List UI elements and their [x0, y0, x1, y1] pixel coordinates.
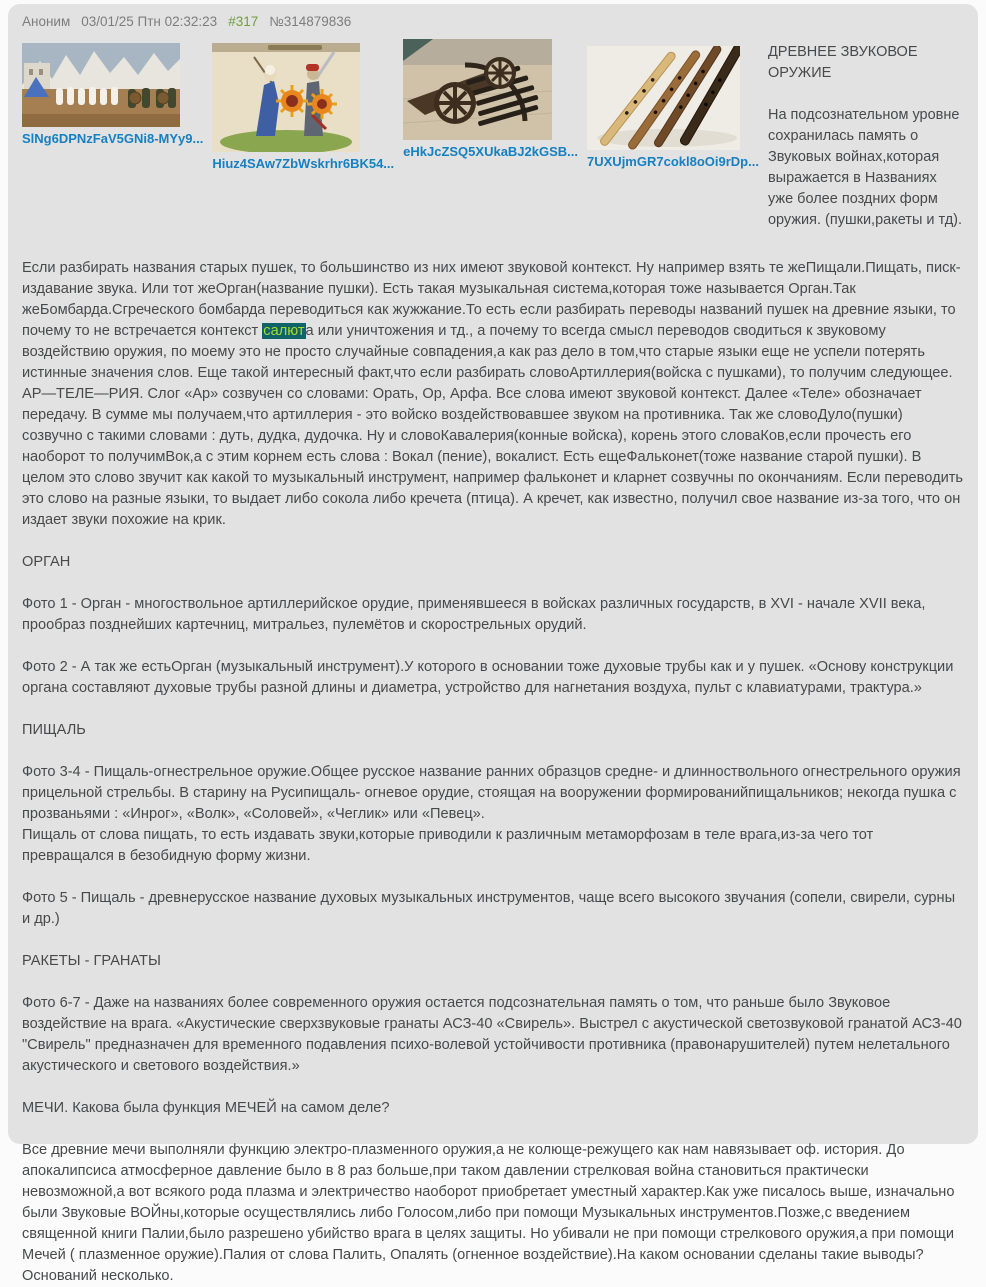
- attachment-caption: [212, 156, 394, 171]
- attachment-caption: [403, 144, 578, 159]
- highlighted-term: салют: [263, 323, 305, 339]
- paragraph-etymology: [22, 258, 964, 531]
- image-filename-link-3[interactable]: eHkJcZSQ5XUkaBJ2kGSB...: [403, 144, 579, 159]
- paragraph-etymology-before: Если разбирать названия старых пушек, то большинство из них имеют звуковой контекст. Ну например взять те жеПищали.Пищать, писк-издавание звука. Или тот жеОрган(название пушки). Есть такая музыкальная система,которая тоже называется Орган.Так жеБомбарда.Сгреческого бомбарда переводиться как жужжание.То есть если разбирать переводы названий пушек на древние языки, то почему то не встречается контекст: [22, 260, 961, 339]
- paragraph-photo34-line1: Фото 3-4 - Пищаль-огнестрельное оружие.Общее русское название ранних образцов средне- и длинноствольного огнестрельного оружия прицельной стрельбы. В старину на Русипищаль- огневое орудие, стоящая на вооружении формированийпищальников; некогда пушка с прозваньями : «Инрог», «Волк», «Соловей», «Чеглик» или «Певец».: [22, 764, 961, 822]
- attachment-1[interactable]: [22, 43, 203, 146]
- section-heading-pishchal: ПИЩАЛЬ: [22, 722, 86, 738]
- paragraph-photo5: Фото 5 - Пищаль - древнерусское название духовых музыкальных инструментов, чаще всего высокого звучания (сопели, свирели, сурны и др.): [22, 890, 956, 927]
- post-datetime: 03/01/25 Птн 02:32:23: [81, 14, 218, 29]
- post-title: ДРЕВНЕЕ ЗВУКОВОЕ ОРУЖИЕ: [767, 44, 918, 81]
- image-filename-link-1[interactable]: SlNg6DPNzFaV5GNi8-MYy9...: [22, 131, 204, 146]
- post-number-link[interactable]: №314879836: [269, 14, 352, 29]
- paragraph-photo34: [22, 762, 964, 867]
- organ-gun-thumbnail[interactable]: [403, 39, 578, 140]
- poster-name: Аноним: [22, 14, 71, 29]
- image-filename-link-2[interactable]: Hiuz4SAw7ZbWskrhr6BK54...: [212, 156, 395, 171]
- section-heading-rockets: РАКЕТЫ - ГРАНАТЫ: [22, 953, 161, 969]
- attachment-4[interactable]: [587, 46, 759, 169]
- post-body: [22, 258, 964, 1287]
- post-ordinal-link[interactable]: #317: [228, 14, 259, 29]
- post-header: [22, 14, 964, 29]
- paragraph-photo2: Фото 2 - А так же естьОрган (музыкальный инструмент).У которого в основании тоже духовые трубы как и у пушек. «Основу конструкции органа составляют духовые трубы разной длины и диаметра, устройство для нагнетания воздуха, пульт с клавиатурами, трактура.»: [22, 659, 954, 696]
- post-intro: На подсознательном уровне сохранилась память о Звуковых войнах,которая выражается в Названиях уже более поздних форм оружия. (пушки,ракеты и тд).: [767, 107, 963, 228]
- post-container: [8, 4, 978, 1284]
- attachment-caption: [22, 131, 203, 146]
- attachment-2[interactable]: [212, 43, 394, 171]
- paragraph-photo34-line2: Пищаль от слова пищать, то есть издавать звуки,которые приводили к различным метаморфозам в теле врага,из-за чего тот превращался в безобидную форму жизни.: [22, 827, 874, 864]
- attachment-3[interactable]: [403, 39, 578, 159]
- paragraph-etymology-after: а или уничтожения и тд., а почему то всегда смысл переводов сводиться к звуковому воздействию оружия, по моему это не просто случайные совпадения,а как раз дело в том,что старые языки еще не успели потерять истинные значения слов. Еще такой интересный факт,что если разбирать словоАртиллерия(войска с пушками), то получим следующее. АР—ТЕЛЕ—РИЯ. Слог «Ар» созвучен со словами: Орать, Ор, Арфа. Все слова имеют звуковой контекст. Далее «Теле» обозначает передачу. В сумме мы получаем,что артиллерия - это войско воздействовавшее звуком на противника. Так же словоДуло(пушки) созвучно с такими словами : дуть, дудка, дудочка. Ну и словоКавалерия(конные войска), корень этого словаКов,если прочесть его наоборот то получимВок,а с этим корнем есть слова : Вокал (пение), вокалист. Есть ещеФальконет(тоже название старой пушки). В целом это слово звучит как какой то музыкальный инструмент, например фальконет и кларнет созвучны по окончаниям. Если переводить это слово на разные языки, то выдает либо сокола либо кречета (птица). А кречет, как известно, получил свое название из-за того, что он издает звуки похожие на крик.: [22, 323, 964, 528]
- paragraph-photo67: Фото 6-7 - Даже на названиях более современного оружия остается подсознательная память о том, что раньше было Звуковое воздействие на врага. «Акустические сверхзвуковые гранаты АСЗ-40 «Свирель». Выстрел с акустической светозвуковой гранатой АСЗ-40 "Свирель" предназначен для временного подавления психо-волевой устойчивости противника (правонарушителей) путем нелетального акустического и светового воздействия.»: [22, 995, 962, 1074]
- image-filename-link-4[interactable]: 7UXUjmGR7cokl8oOi9rDp...: [587, 154, 759, 169]
- title-block: [768, 39, 964, 231]
- paragraph-swords-question: МЕЧИ. Какова была функция МЕЧЕЙ на самом деле?: [22, 1100, 390, 1116]
- flutes-thumbnail[interactable]: [587, 46, 759, 150]
- battle-painting-thumbnail[interactable]: [22, 43, 203, 127]
- paragraph-photo1: Фото 1 - Орган - многоствольное артиллерийское орудие, применявшееся в войсках различных государств, в XVI - начале XVII века, прообраз позднейших картечниц, митральез, пулемётов и скорострельных орудий.: [22, 596, 926, 633]
- paragraph-swords: Все древние мечи выполняли функцию электро-плазменного оружия,а не колюще-режущего как нам навязывает оф. история. До апокалипсиса атмосферное давление было в 8 раз больше,при таком давлении стрелковая война становиться практически невозможной,а вот всякого рода плазма и электричество наоборот приобретает уместный характер.Как уже писалось выше, изначально были Звуковые ВОЙны,которые осуществлялись либо Голосом,либо при помощи Музыкальных инструментов.Позже,с введением священной книги Палии,было разрешено убийство врага в целях защиты. Но убивали не при помощи стрелкового оружия,а при помощи Мечей ( плазменное оружие).Палия от слова Палить, Опалять (огненное воздействие).На каком основании сделаны такие выводы? Оснований несколько.: [22, 1142, 955, 1284]
- manuscript-duel-thumbnail[interactable]: [212, 43, 394, 152]
- attachments-row: [22, 39, 964, 231]
- attachment-caption: [587, 154, 759, 169]
- section-heading-organ: ОРГАН: [22, 554, 71, 570]
